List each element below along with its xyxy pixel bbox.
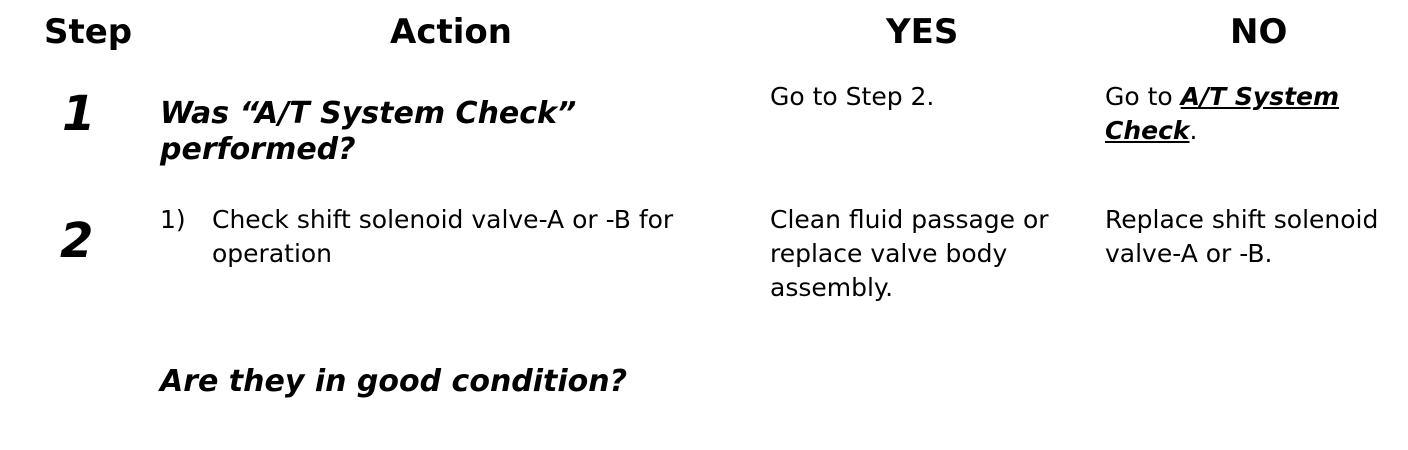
no-result (1105, 80, 1395, 148)
list-item-number: 1) (160, 205, 186, 234)
yes-result: Go to Step 2. (770, 82, 935, 111)
no-result: Replace shift solenoid valve-A or -B. (1105, 205, 1379, 268)
yes-result: Clean fluid passage or replace valve body assembly. (770, 205, 1049, 302)
column-header-step: Step (44, 12, 133, 52)
step-number: 1 (62, 86, 96, 142)
action-list-item (160, 203, 760, 271)
step-question: Are they in good condition? (160, 364, 628, 399)
at-system-check-link[interactable]: A/T System Check (1105, 82, 1340, 145)
list-item-text: Check shift solenoid valve-A or -B for operation (212, 205, 674, 268)
step-number: 2 (60, 213, 94, 269)
no-result-suffix: . (1189, 116, 1198, 145)
column-header-no: NO (1230, 12, 1288, 52)
step-question: Was “A/T System Check” performed? (160, 96, 577, 167)
no-result-prefix: Go to (1105, 82, 1181, 111)
column-header-action: Action (390, 12, 512, 52)
column-header-yes: YES (886, 12, 959, 52)
